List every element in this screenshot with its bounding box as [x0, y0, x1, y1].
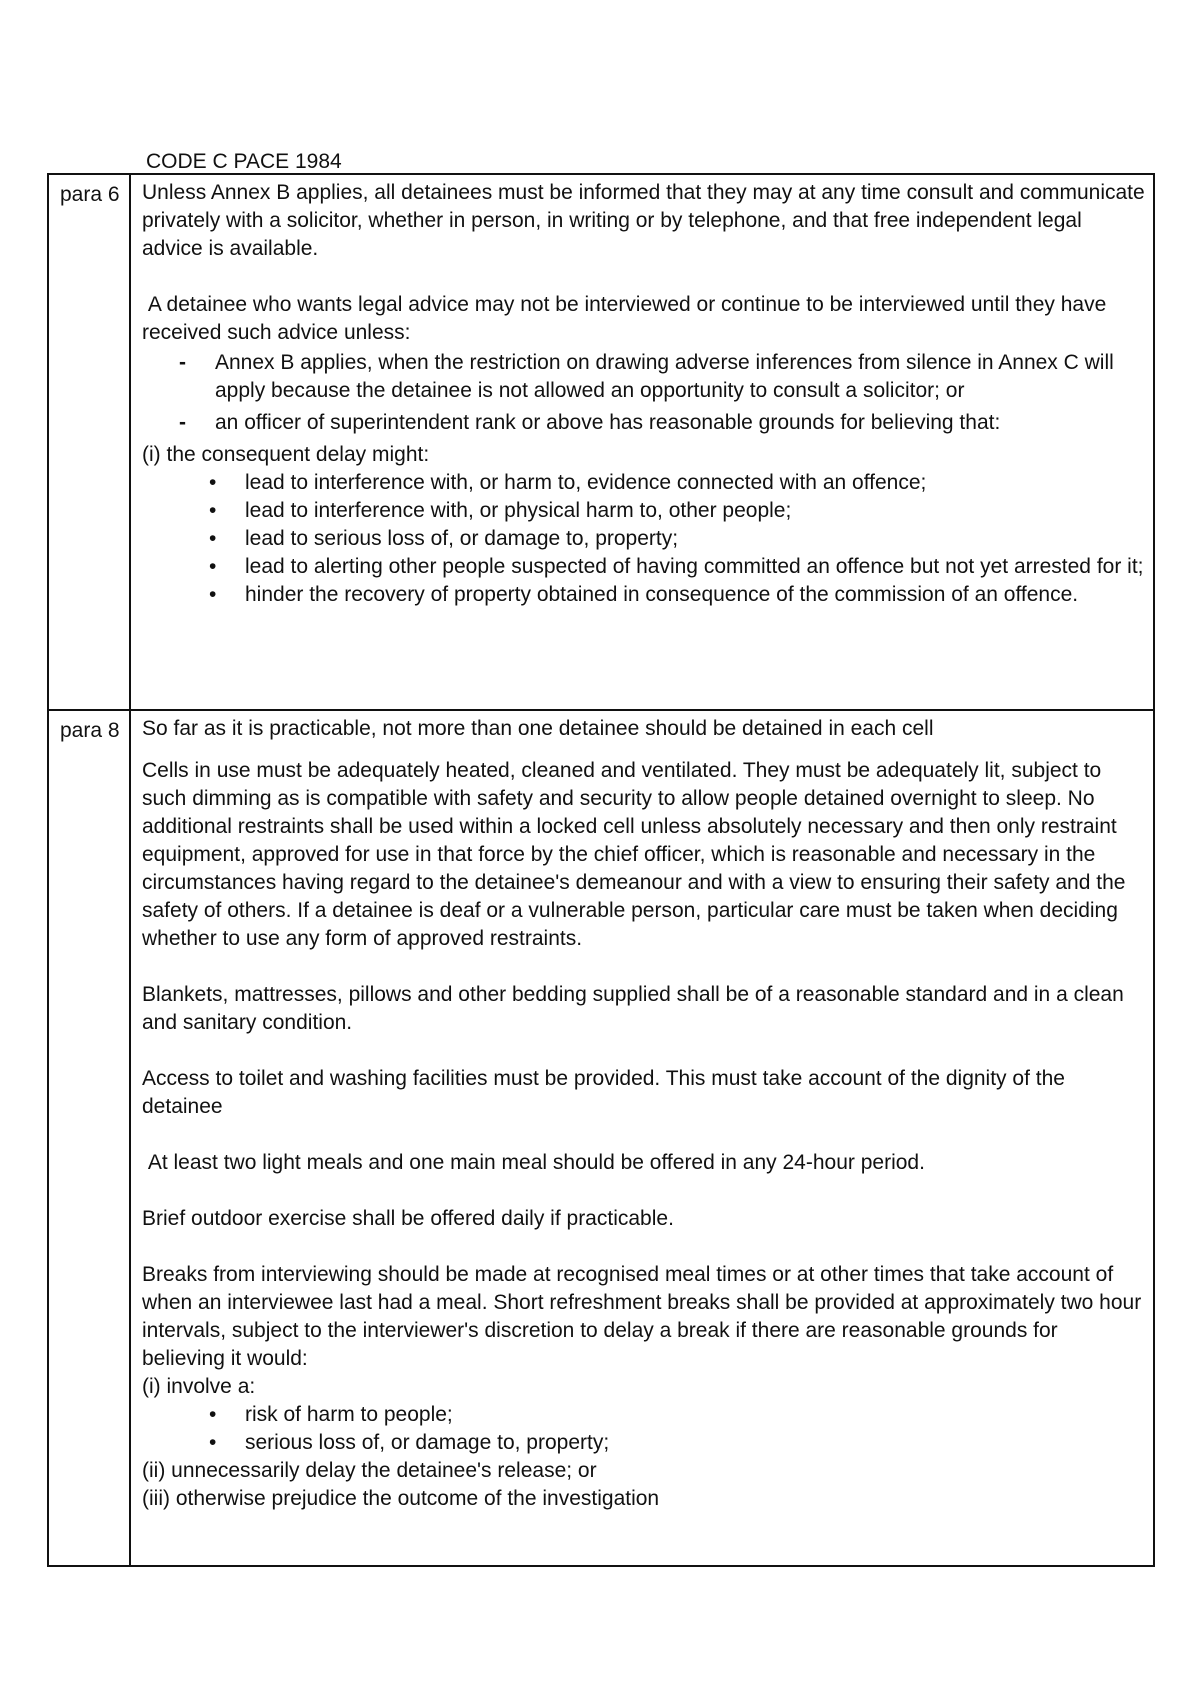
- paragraph: Blankets, mattresses, pillows and other bedding supplied shall be of a reasonable standard and in a clean and sanitary condition.: [142, 983, 1124, 1034]
- paragraph: At least two light meals and one main meal should be offered in any 24-hour period.: [142, 1151, 925, 1174]
- paragraph: (i) involve a:: [142, 1375, 256, 1398]
- page-title: CODE C PACE 1984: [146, 150, 342, 173]
- table-row: [48, 174, 1154, 710]
- paragraph: Brief outdoor exercise shall be offered daily if practicable.: [142, 1207, 674, 1230]
- list-item: • lead to interference with, or harm to, evidence connected with an offence;: [245, 469, 1145, 497]
- paragraph: A detainee who wants legal advice may not be interviewed or continue to be interviewed until they have received such advice unless:: [142, 293, 1113, 344]
- para-label: para 6: [48, 174, 130, 710]
- list-item: - Annex B applies, when the restriction on drawing adverse inferences from silence in Annex C will apply because the detainee is not allowed an opportunity to consult a solicitor; or: [215, 349, 1145, 405]
- sub-heading: (i) the consequent delay might:: [142, 443, 430, 466]
- list-item: • lead to alerting other people suspected of having committed an offence but not yet arrested for it;: [245, 553, 1145, 581]
- list-item: • hinder the recovery of property obtained in consequence of the commission of an offence.: [245, 581, 1145, 609]
- paragraph: Breaks from interviewing should be made at recognised meal times or at other times that take account of when an interviewee last had a meal. Short refreshment breaks shall be provided at approximately two hour intervals, subject to the interviewer's discretion to delay a break if there are reasonable grounds for believing it would:: [142, 1263, 1142, 1370]
- list-item: • risk of harm to people;: [245, 1401, 1145, 1429]
- para-8-content: [130, 710, 1154, 1566]
- paragraph: Unless Annex B applies, all detainees must be informed that they may at any time consult and communicate privately with a solicitor, whether in person, in writing or by telephone, and that free independent legal advice is available.: [142, 181, 1145, 260]
- paragraph: Cells in use must be adequately heated, cleaned and ventilated. They must be adequately lit, subject to such dimming as is compatible with safety and security to allow people detained overnight to sleep. No additional restraints shall be used within a locked cell unless absolutely necessary and then only restraint equipment, approved for use in that force by the chief officer, which is reasonable and necessary in the circumstances having regard to the detainee's demeanour and with a view to ensuring their safety and the safety of others. If a detainee is deaf or a vulnerable person, particular care must be taken when deciding whether to use any form of approved restraints.: [142, 759, 1126, 950]
- para-6-content: [130, 174, 1154, 710]
- list-item: - an officer of superintendent rank or above has reasonable grounds for believing that:: [215, 409, 1145, 437]
- list-item: • serious loss of, or damage to, property;: [245, 1429, 1145, 1457]
- list-item: • lead to interference with, or physical harm to, other people;: [245, 497, 1145, 525]
- paragraph: (iii) otherwise prejudice the outcome of the investigation: [142, 1487, 660, 1510]
- dash-list: [142, 349, 1145, 437]
- paragraph: Access to toilet and washing facilities must be provided. This must take account of the dignity of the detainee: [142, 1067, 1065, 1118]
- paragraph: (ii) unnecessarily delay the detainee's release; or: [142, 1459, 597, 1482]
- para-label: para 8: [48, 710, 130, 1566]
- bullet-list: [142, 469, 1145, 609]
- code-table: [47, 173, 1155, 1567]
- list-item: • lead to serious loss of, or damage to, property;: [245, 525, 1145, 553]
- bullet-list: [142, 1401, 1145, 1457]
- paragraph: So far as it is practicable, not more than one detainee should be detained in each cell: [142, 717, 934, 740]
- table-row: [48, 710, 1154, 1566]
